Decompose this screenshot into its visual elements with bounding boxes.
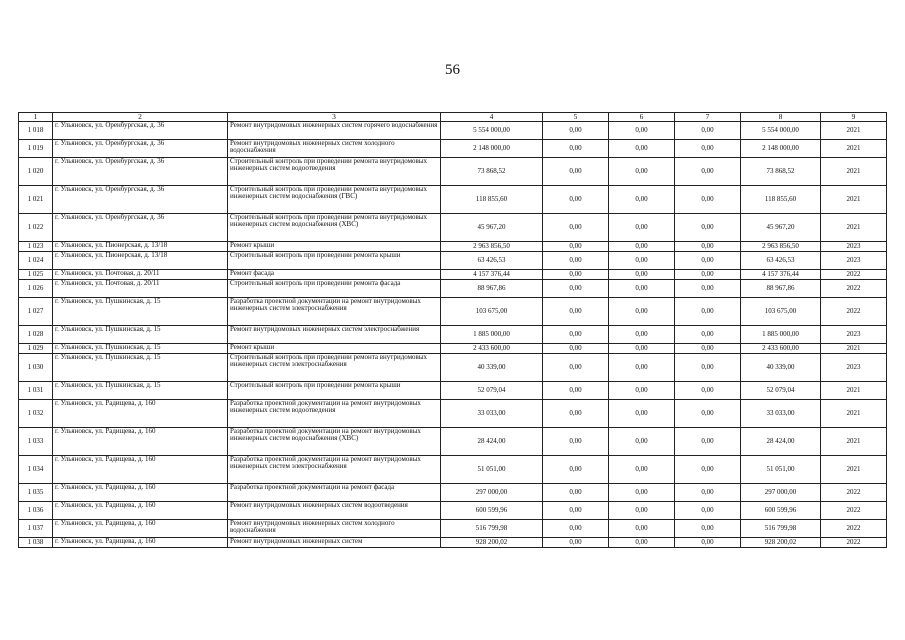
work-type-cell: Разработка проектной документации на ремонт внутридомовых инженерных систем водоотведения: [228, 400, 441, 428]
amount-cell: 0,00: [609, 140, 675, 158]
amount-cell: 0,00: [543, 354, 609, 382]
year-cell: 2021: [821, 428, 887, 456]
amount-cell: 0,00: [609, 326, 675, 344]
amount-cell: 0,00: [675, 428, 741, 456]
amount-cell: 1 885 000,00: [741, 326, 821, 344]
amount-cell: 0,00: [675, 344, 741, 354]
year-cell: 2021: [821, 382, 887, 400]
amount-cell: 0,00: [543, 280, 609, 298]
row-number: 1 031: [19, 382, 53, 400]
table-row: [19, 280, 887, 298]
amount-cell: 2 433 600,00: [441, 344, 543, 354]
work-type-cell: Ремонт крыши: [228, 242, 441, 252]
amount-cell: 0,00: [675, 298, 741, 326]
amount-cell: 0,00: [609, 400, 675, 428]
amount-cell: 600 599,96: [441, 502, 543, 520]
table-row: [19, 538, 887, 548]
row-number: 1 033: [19, 428, 53, 456]
year-cell: 2021: [821, 186, 887, 214]
address-cell: г. Ульяновск, ул. Пионерская, д. 13/18: [53, 252, 228, 270]
amount-cell: 0,00: [675, 354, 741, 382]
amount-cell: 0,00: [543, 140, 609, 158]
amount-cell: 0,00: [675, 520, 741, 538]
row-number: 1 022: [19, 214, 53, 242]
year-cell: 2022: [821, 484, 887, 502]
row-number: 1 026: [19, 280, 53, 298]
year-cell: 2021: [821, 140, 887, 158]
year-cell: 2021: [821, 122, 887, 140]
table-row: [19, 382, 887, 400]
amount-cell: 2 148 000,00: [441, 140, 543, 158]
year-cell: 2021: [821, 456, 887, 484]
amount-cell: 0,00: [609, 538, 675, 548]
amount-cell: 0,00: [543, 502, 609, 520]
amount-cell: 0,00: [675, 214, 741, 242]
work-type-cell: Строительный контроль при проведении ремонта внутридомовых инженерных систем водоснабжения (ГВС): [228, 186, 441, 214]
header-row: [19, 113, 887, 122]
amount-cell: 5 554 000,00: [441, 122, 543, 140]
year-cell: 2022: [821, 270, 887, 280]
table-row: [19, 326, 887, 344]
amount-cell: 0,00: [609, 122, 675, 140]
header-cell: 9: [821, 113, 887, 122]
address-cell: г. Ульяновск, ул. Оренбургская, д. 36: [53, 186, 228, 214]
amount-cell: 2 148 000,00: [741, 140, 821, 158]
row-number: 1 028: [19, 326, 53, 344]
amount-cell: 0,00: [675, 456, 741, 484]
row-number: 1 025: [19, 270, 53, 280]
table-row: [19, 252, 887, 270]
year-cell: 2023: [821, 354, 887, 382]
header-cell: 2: [53, 113, 228, 122]
row-number: 1 027: [19, 298, 53, 326]
row-number: 1 030: [19, 354, 53, 382]
work-type-cell: Разработка проектной документации на ремонт внутридомовых инженерных систем водоснабжения (ХВС): [228, 428, 441, 456]
work-type-cell: Ремонт внутридомовых инженерных систем водоотведения: [228, 502, 441, 520]
address-cell: г. Ульяновск, ул. Оренбургская, д. 36: [53, 140, 228, 158]
table-row: [19, 186, 887, 214]
amount-cell: 0,00: [609, 428, 675, 456]
amount-cell: 0,00: [675, 326, 741, 344]
row-number: 1 019: [19, 140, 53, 158]
header-cell: 8: [741, 113, 821, 122]
amount-cell: 0,00: [609, 382, 675, 400]
row-number: 1 037: [19, 520, 53, 538]
work-type-cell: Строительный контроль при проведении ремонта внутридомовых инженерных систем водоснабжения (ХВС): [228, 214, 441, 242]
amount-cell: 0,00: [609, 280, 675, 298]
year-cell: 2021: [821, 344, 887, 354]
amount-cell: 0,00: [543, 214, 609, 242]
amount-cell: 0,00: [543, 242, 609, 252]
amount-cell: 600 599,96: [741, 502, 821, 520]
row-number: 1 029: [19, 344, 53, 354]
amount-cell: 516 799,98: [741, 520, 821, 538]
amount-cell: 0,00: [675, 280, 741, 298]
amount-cell: 1 885 000,00: [441, 326, 543, 344]
address-cell: г. Ульяновск, ул. Радищева, д. 160: [53, 538, 228, 548]
header-cell: 6: [609, 113, 675, 122]
address-cell: г. Ульяновск, ул. Пушкинская, д. 15: [53, 298, 228, 326]
amount-cell: 297 000,00: [741, 484, 821, 502]
work-type-cell: Ремонт внутридомовых инженерных систем: [228, 538, 441, 548]
table-body: [19, 113, 887, 548]
amount-cell: 0,00: [543, 122, 609, 140]
row-number: 1 018: [19, 122, 53, 140]
address-cell: г. Ульяновск, ул. Оренбургская, д. 36: [53, 214, 228, 242]
amount-cell: 0,00: [675, 538, 741, 548]
header-cell: 5: [543, 113, 609, 122]
works-table: [18, 112, 887, 548]
amount-cell: 40 339,00: [441, 354, 543, 382]
address-cell: г. Ульяновск, ул. Пушкинская, д. 15: [53, 344, 228, 354]
amount-cell: 0,00: [609, 456, 675, 484]
work-type-cell: Строительный контроль при проведении ремонта крыши: [228, 382, 441, 400]
amount-cell: 0,00: [675, 158, 741, 186]
table-row: [19, 484, 887, 502]
amount-cell: 0,00: [543, 186, 609, 214]
amount-cell: 63 426,53: [741, 252, 821, 270]
row-number: 1 024: [19, 252, 53, 270]
amount-cell: 45 967,20: [741, 214, 821, 242]
work-type-cell: Ремонт фасада: [228, 270, 441, 280]
row-number: 1 020: [19, 158, 53, 186]
year-cell: 2021: [821, 400, 887, 428]
table-row: [19, 354, 887, 382]
amount-cell: 0,00: [543, 456, 609, 484]
amount-cell: 103 675,00: [741, 298, 821, 326]
amount-cell: 88 967,86: [441, 280, 543, 298]
row-number: 1 021: [19, 186, 53, 214]
work-type-cell: Ремонт внутридомовых инженерных систем холодного водоснабжения: [228, 520, 441, 538]
table-row: [19, 298, 887, 326]
amount-cell: 40 339,00: [741, 354, 821, 382]
amount-cell: 33 033,00: [441, 400, 543, 428]
amount-cell: 0,00: [675, 186, 741, 214]
address-cell: г. Ульяновск, ул. Радищева, д. 160: [53, 484, 228, 502]
work-type-cell: Строительный контроль при проведении ремонта крыши: [228, 252, 441, 270]
amount-cell: 0,00: [543, 158, 609, 186]
address-cell: г. Ульяновск, ул. Радищева, д. 160: [53, 456, 228, 484]
address-cell: г. Ульяновск, ул. Пушкинская, д. 15: [53, 326, 228, 344]
table-row: [19, 214, 887, 242]
header-cell: 3: [228, 113, 441, 122]
amount-cell: 0,00: [543, 428, 609, 456]
year-cell: 2022: [821, 280, 887, 298]
year-cell: 2023: [821, 242, 887, 252]
amount-cell: 0,00: [675, 252, 741, 270]
amount-cell: 73 868,52: [441, 158, 543, 186]
work-type-cell: Ремонт внутридомовых инженерных систем холодного водоснабжения: [228, 140, 441, 158]
amount-cell: 4 157 376,44: [741, 270, 821, 280]
table-row: [19, 122, 887, 140]
amount-cell: 51 051,00: [441, 456, 543, 484]
work-type-cell: Строительный контроль при проведении ремонта внутридомовых инженерных систем электроснабжения: [228, 354, 441, 382]
amount-cell: 52 079,04: [741, 382, 821, 400]
amount-cell: 0,00: [609, 484, 675, 502]
work-type-cell: Строительный контроль при проведении ремонта фасада: [228, 280, 441, 298]
amount-cell: 0,00: [543, 382, 609, 400]
amount-cell: 4 157 376,44: [441, 270, 543, 280]
amount-cell: 516 799,98: [441, 520, 543, 538]
page-number: 56: [445, 62, 460, 78]
amount-cell: 28 424,00: [441, 428, 543, 456]
table-row: [19, 400, 887, 428]
amount-cell: 0,00: [675, 382, 741, 400]
amount-cell: 5 554 000,00: [741, 122, 821, 140]
address-cell: г. Ульяновск, ул. Почтовая, д. 20/11: [53, 280, 228, 298]
amount-cell: 0,00: [609, 242, 675, 252]
amount-cell: 297 000,00: [441, 484, 543, 502]
work-type-cell: Разработка проектной документации на ремонт внутридомовых инженерных систем электроснабжения: [228, 298, 441, 326]
work-type-cell: Ремонт крыши: [228, 344, 441, 354]
amount-cell: 0,00: [543, 270, 609, 280]
address-cell: г. Ульяновск, ул. Радищева, д. 160: [53, 520, 228, 538]
address-cell: г. Ульяновск, ул. Почтовая, д. 20/11: [53, 270, 228, 280]
amount-cell: 0,00: [675, 400, 741, 428]
address-cell: г. Ульяновск, ул. Радищева, д. 160: [53, 502, 228, 520]
address-cell: г. Ульяновск, ул. Пионерская, д. 13/18: [53, 242, 228, 252]
amount-cell: 118 855,60: [741, 186, 821, 214]
amount-cell: 0,00: [543, 538, 609, 548]
amount-cell: 0,00: [609, 344, 675, 354]
row-number: 1 023: [19, 242, 53, 252]
amount-cell: 2 963 856,50: [741, 242, 821, 252]
address-cell: г. Ульяновск, ул. Радищева, д. 160: [53, 400, 228, 428]
work-type-cell: Разработка проектной документации на ремонт внутридомовых инженерных систем электроснабжения: [228, 456, 441, 484]
amount-cell: 0,00: [675, 502, 741, 520]
amount-cell: 2 963 856,50: [441, 242, 543, 252]
year-cell: 2023: [821, 326, 887, 344]
row-number: 1 036: [19, 502, 53, 520]
year-cell: 2021: [821, 214, 887, 242]
table-row: [19, 428, 887, 456]
header-cell: 7: [675, 113, 741, 122]
amount-cell: 0,00: [609, 214, 675, 242]
amount-cell: 0,00: [609, 252, 675, 270]
amount-cell: 0,00: [675, 122, 741, 140]
work-type-cell: Ремонт внутридомовых инженерных систем горячего водоснабжения: [228, 122, 441, 140]
amount-cell: 928 200,02: [441, 538, 543, 548]
row-number: 1 038: [19, 538, 53, 548]
address-cell: г. Ульяновск, ул. Оренбургская, д. 36: [53, 158, 228, 186]
amount-cell: 51 051,00: [741, 456, 821, 484]
table-row: [19, 270, 887, 280]
amount-cell: 0,00: [609, 520, 675, 538]
amount-cell: 45 967,20: [441, 214, 543, 242]
year-cell: 2022: [821, 520, 887, 538]
table-row: [19, 344, 887, 354]
year-cell: 2023: [821, 252, 887, 270]
amount-cell: 73 868,52: [741, 158, 821, 186]
address-cell: г. Ульяновск, ул. Радищева, д. 160: [53, 428, 228, 456]
year-cell: 2022: [821, 502, 887, 520]
amount-cell: 0,00: [609, 502, 675, 520]
table-row: [19, 140, 887, 158]
amount-cell: 0,00: [543, 520, 609, 538]
amount-cell: 0,00: [675, 270, 741, 280]
row-number: 1 032: [19, 400, 53, 428]
amount-cell: 2 433 600,00: [741, 344, 821, 354]
address-cell: г. Ульяновск, ул. Пушкинская, д. 15: [53, 382, 228, 400]
amount-cell: 0,00: [543, 298, 609, 326]
work-type-cell: Ремонт внутридомовых инженерных систем электроснабжения: [228, 326, 441, 344]
amount-cell: 0,00: [675, 484, 741, 502]
amount-cell: 103 675,00: [441, 298, 543, 326]
amount-cell: 33 033,00: [741, 400, 821, 428]
header-cell: 1: [19, 113, 53, 122]
table-row: [19, 456, 887, 484]
amount-cell: 88 967,86: [741, 280, 821, 298]
amount-cell: 0,00: [609, 270, 675, 280]
address-cell: г. Ульяновск, ул. Пушкинская, д. 15: [53, 354, 228, 382]
amount-cell: 0,00: [543, 344, 609, 354]
amount-cell: 0,00: [675, 140, 741, 158]
amount-cell: 0,00: [675, 242, 741, 252]
header-cell: 4: [441, 113, 543, 122]
amount-cell: 928 200,02: [741, 538, 821, 548]
amount-cell: 0,00: [543, 326, 609, 344]
year-cell: 2022: [821, 538, 887, 548]
amount-cell: 0,00: [543, 484, 609, 502]
amount-cell: 0,00: [543, 400, 609, 428]
row-number: 1 034: [19, 456, 53, 484]
year-cell: 2021: [821, 158, 887, 186]
amount-cell: 0,00: [609, 186, 675, 214]
amount-cell: 52 079,04: [441, 382, 543, 400]
address-cell: г. Ульяновск, ул. Оренбургская, д. 36: [53, 122, 228, 140]
table-row: [19, 158, 887, 186]
amount-cell: 0,00: [609, 354, 675, 382]
table-row: [19, 502, 887, 520]
amount-cell: 0,00: [609, 298, 675, 326]
amount-cell: 0,00: [543, 252, 609, 270]
table-row: [19, 520, 887, 538]
amount-cell: 0,00: [609, 158, 675, 186]
amount-cell: 63 426,53: [441, 252, 543, 270]
year-cell: 2022: [821, 298, 887, 326]
work-type-cell: Разработка проектной документации на ремонт фасада: [228, 484, 441, 502]
amount-cell: 118 855,60: [441, 186, 543, 214]
work-type-cell: Строительный контроль при проведении ремонта внутридомовых инженерных систем водоотведения: [228, 158, 441, 186]
row-number: 1 035: [19, 484, 53, 502]
amount-cell: 28 424,00: [741, 428, 821, 456]
table-row: [19, 242, 887, 252]
